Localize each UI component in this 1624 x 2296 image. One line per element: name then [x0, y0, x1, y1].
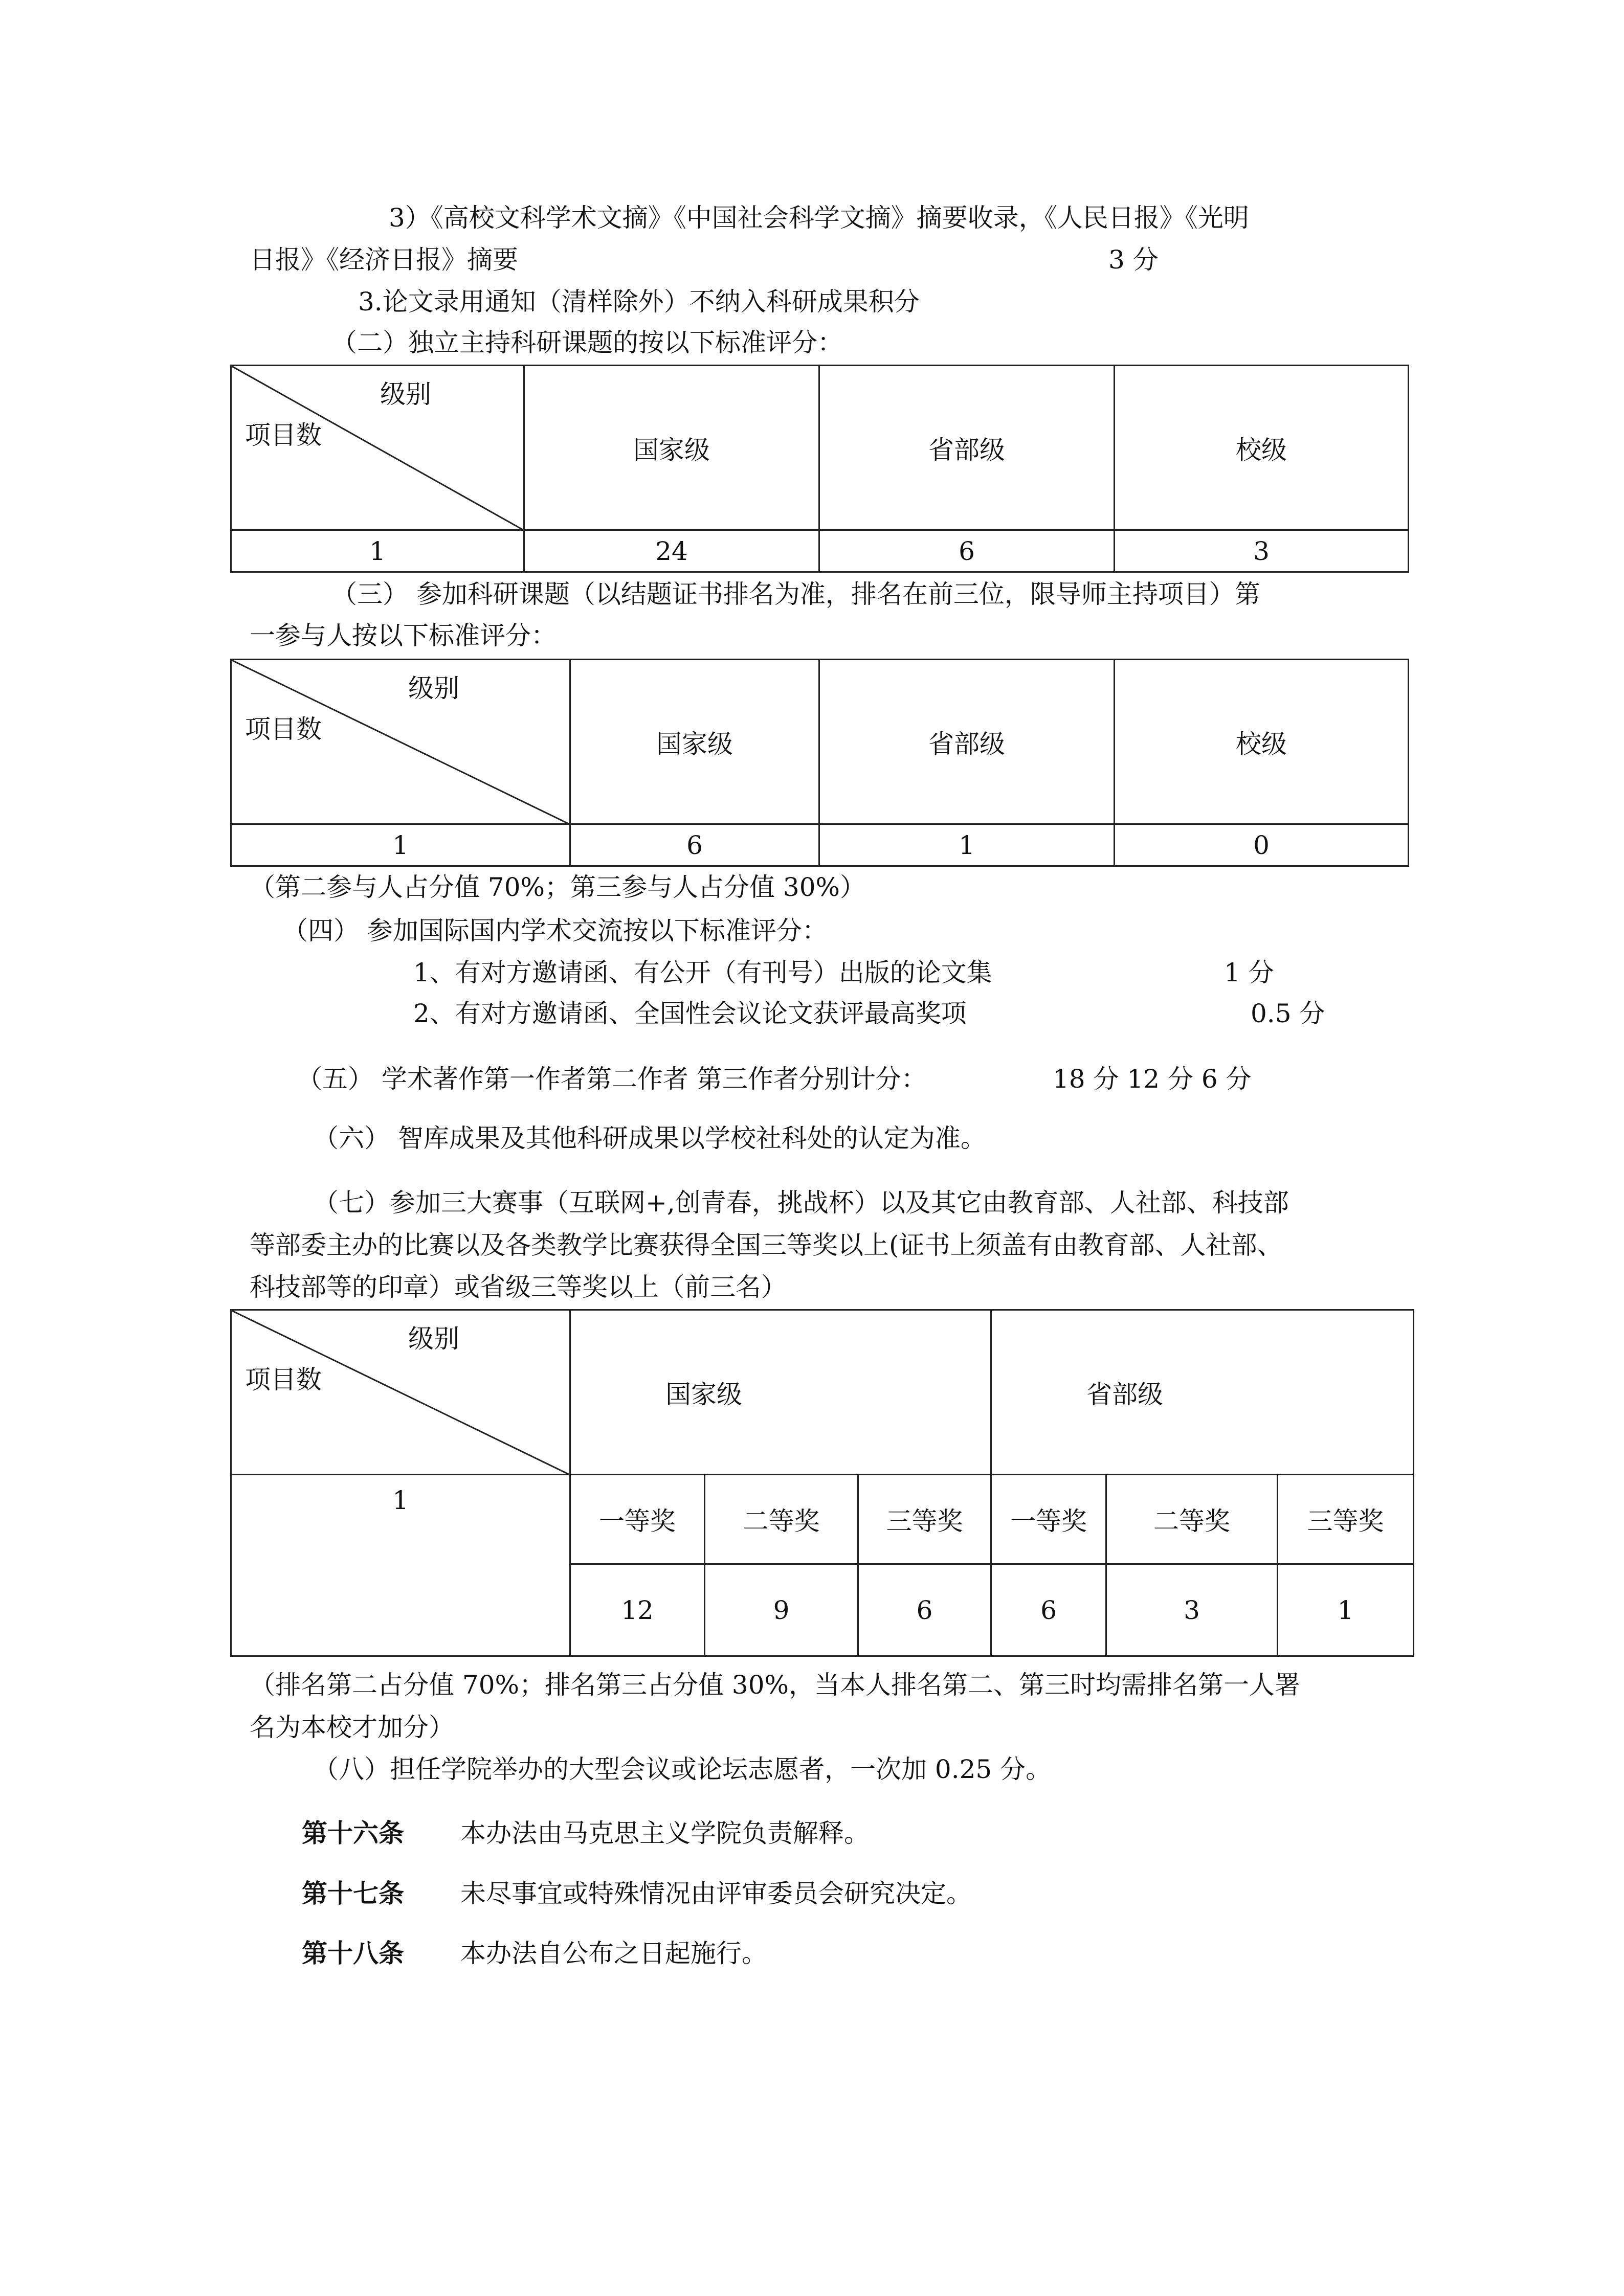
section-7-note-line1: （排名第二占分值 70%；排名第三占分值 30%，当本人排名第二、第三时均需排名第一人署	[250, 1670, 1301, 1700]
corner-label-level: 级别	[408, 673, 459, 703]
paragraph-abstract-line1: 3）《高校文科学术文摘》《中国社会科学文摘》摘要收录，《人民日报》《光明	[389, 203, 1249, 233]
header-provincial: 省部级	[819, 660, 1115, 824]
article-18-label: 第十八条	[302, 1938, 404, 1968]
corner-label-count: 项目数	[245, 1365, 322, 1394]
header-national: 国家级	[570, 660, 819, 824]
table-corner-cell	[231, 366, 524, 530]
section-4-item1-score: 1 分	[1224, 958, 1274, 987]
table-participating-projects	[230, 659, 1409, 867]
table-corner-cell	[231, 660, 570, 824]
article-18-text: 本办法自公布之日起施行。	[460, 1939, 767, 1968]
award-header-national-first: 一等奖	[570, 1475, 705, 1564]
header-provincial: 省部级	[991, 1310, 1414, 1475]
award-header-provincial-third: 三等奖	[1278, 1475, 1414, 1564]
section-3-line1: （三） 参加科研课题（以结题证书排名为准，排名在前三位，限导师主持项目）第	[331, 579, 1260, 609]
section-7-line1: （七）参加三大赛事（互联网+,创青春，挑战杯）以及其它由教育部、人社部、科技部	[313, 1188, 1289, 1218]
cell-count: 1	[231, 1475, 570, 1656]
cell-national-score: 24	[524, 530, 819, 572]
cell-count: 1	[231, 530, 524, 572]
cell-national-score: 6	[570, 824, 819, 866]
cell-school-score: 3	[1115, 530, 1409, 572]
score-national-third: 6	[858, 1564, 991, 1656]
table-corner-cell	[231, 1310, 570, 1475]
cell-school-score: 0	[1115, 824, 1409, 866]
section-7-line3: 科技部等的印章）或省级三等奖以上（前三名）	[250, 1272, 787, 1302]
paragraph-abstract-score: 3 分	[1108, 245, 1159, 275]
section-5-scores: 18 分 12 分 6 分	[1053, 1064, 1252, 1094]
section-7-note-line2: 名为本校才加分）	[250, 1713, 454, 1742]
header-school: 校级	[1115, 660, 1409, 824]
item-3-text: 3.论文录用通知（清样除外）不纳入科研成果积分	[358, 287, 920, 317]
cell-count: 1	[231, 824, 570, 866]
cell-provincial-score: 1	[819, 824, 1115, 866]
article-16-label: 第十六条	[302, 1818, 404, 1848]
table-competitions	[230, 1309, 1414, 1657]
article-17-label: 第十七条	[302, 1878, 404, 1908]
section-4-item1: 1、有对方邀请函、有公开（有刊号）出版的论文集	[413, 958, 992, 987]
score-provincial-third: 1	[1278, 1564, 1414, 1656]
section-2-title: （二）独立主持科研课题的按以下标准评分：	[331, 328, 843, 357]
award-header-national-third: 三等奖	[858, 1475, 991, 1564]
corner-label-level: 级别	[380, 379, 431, 409]
award-header-provincial-first: 一等奖	[991, 1475, 1106, 1564]
cell-provincial-score: 6	[819, 530, 1115, 572]
section-4-title: （四） 参加国际国内学术交流按以下标准评分：	[282, 916, 828, 946]
table-independent-projects	[230, 365, 1409, 573]
paragraph-abstract-line2: 日报》《经济日报》摘要	[250, 245, 518, 275]
corner-label-count: 项目数	[245, 714, 322, 744]
corner-label-count: 项目数	[245, 420, 322, 450]
article-16-text: 本办法由马克思主义学院负责解释。	[460, 1818, 870, 1848]
header-national: 国家级	[570, 1310, 991, 1475]
score-provincial-second: 3	[1106, 1564, 1278, 1656]
score-national-first: 12	[570, 1564, 705, 1656]
award-header-national-second: 二等奖	[705, 1475, 858, 1564]
section-4-item2-score: 0.5 分	[1251, 999, 1325, 1028]
section-6-text: （六） 智库成果及其他科研成果以学校社科处的认定为准。	[313, 1123, 986, 1153]
section-3-line2: 一参与人按以下标准评分：	[250, 621, 557, 650]
section-3-note: （第二参与人占分值 70%；第三参与人占分值 30%）	[250, 872, 866, 902]
score-national-second: 9	[705, 1564, 858, 1656]
score-provincial-first: 6	[991, 1564, 1106, 1656]
section-5-text: （五） 学术著作第一作者第二作者 第三作者分别计分：	[297, 1064, 927, 1094]
section-8-text: （八）担任学院举办的大型会议或论坛志愿者，一次加 0.25 分。	[313, 1754, 1052, 1784]
header-provincial: 省部级	[819, 366, 1115, 530]
section-7-line2: 等部委主办的比赛以及各类教学比赛获得全国三等奖以上(证书上须盖有由教育部、人社部、	[250, 1230, 1283, 1260]
header-national: 国家级	[524, 366, 819, 530]
article-17-text: 未尽事宜或特殊情况由评审委员会研究决定。	[460, 1879, 972, 1908]
corner-label-level: 级别	[408, 1324, 459, 1354]
section-4-item2: 2、有对方邀请函、全国性会议论文获评最高奖项	[413, 999, 967, 1028]
award-header-provincial-second: 二等奖	[1106, 1475, 1278, 1564]
header-school: 校级	[1115, 366, 1409, 530]
